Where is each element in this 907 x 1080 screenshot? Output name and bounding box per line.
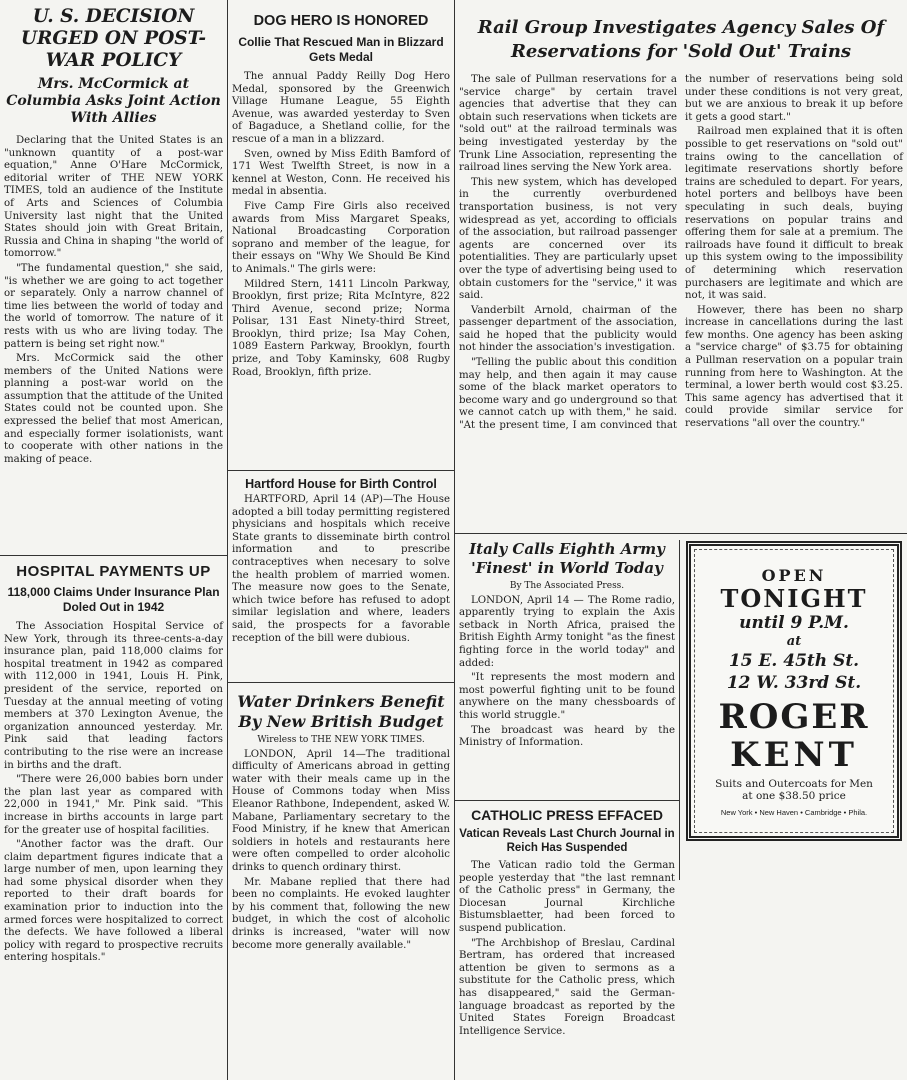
section-rule bbox=[228, 682, 454, 683]
paragraph: "The fundamental question," she said, "is whether we are going to act together or separately. Only a narrow channel of time lies between the world of today and the world of tomorrow. The nature of it rests with us who are living today. The pattern is being set right now." bbox=[4, 262, 223, 350]
ad-cities: New York • New Haven • Cambridge • Phila. bbox=[720, 808, 868, 817]
paragraph: Five Camp Fire Girls also received awards from Miss Margaret Speaks, National Broadcasting Corporation soprano and member of the league, for their essays on "Why We Should Be Kind to Animals." The girls were: bbox=[232, 200, 450, 275]
subheadline: 118,000 Claims Under Insurance Plan Doled Out in 1942 bbox=[7, 585, 220, 614]
section-rule bbox=[228, 470, 454, 471]
ad-address-1: 15 E. 45th St. bbox=[728, 651, 860, 671]
paragraph: The annual Paddy Reilly Dog Hero Medal, sponsored by the Greenwich Village Humane League, 55 Eighth Avenue, was awarded yesterday to Sven of Bagaduce, a Shetland collie, for the rescue of a man in a blizzard. bbox=[232, 71, 450, 145]
paragraph: "It represents the most modern and most powerful fighting unit to be found anywhere on the many chessboards of this world struggle." bbox=[459, 672, 675, 721]
paragraph: The broadcast was heard by the Ministry of Information. bbox=[459, 724, 675, 749]
paragraph: "There were 26,000 babies born under the plan last year as compared with 22,000 in 1941," Mr. Pink said. "This increase in births accounts in large part for the greater use of hospital facilities. bbox=[4, 774, 223, 836]
headline: HOSPITAL PAYMENTS UP bbox=[16, 563, 211, 580]
paragraph: LONDON, April 14 — The Rome radio, apparently trying to explain the Axis setback in North Africa, praised the British Eighth Army tonight "as the finest fighting force in the world today" and added: bbox=[459, 594, 675, 669]
paragraph: Sven, owned by Miss Edith Bamford of 171 West Twelfth Street, is now in a kennel at Weston, Conn. He received his medal in absentia. bbox=[232, 148, 450, 198]
paragraph: The Vatican radio told the German people yesterday that "the last remnant of the Catholic press" in Germany, the Diocesan Journal Kirchliche Bistumsblaetter, had been forced to suspend publication. bbox=[459, 860, 675, 934]
section-rule bbox=[0, 555, 227, 556]
article-rail-group bbox=[455, 14, 907, 532]
paragraph: The sale of Pullman reservations for a "service charge" by certain travel agencies that advertise that they can obtain such reservations when tickets are "sold out" at the railroad terminals was being investigated yesterday by the Trunk Line Association, representing the railroad lines serving the New York area. bbox=[459, 74, 677, 174]
byline: Wireless to THE NEW YORK TIMES. bbox=[257, 735, 425, 745]
article-hospital-payments bbox=[0, 560, 227, 1078]
headline: CATHOLIC PRESS EFFACED bbox=[471, 807, 663, 823]
ad-brand-roger: ROGER bbox=[718, 697, 870, 737]
article-post-war-policy bbox=[0, 4, 227, 554]
ad-address-2: 12 W. 33rd St. bbox=[726, 673, 862, 693]
byline: By The Associated Press. bbox=[509, 581, 625, 591]
paragraph: Vanderbilt Arnold, chairman of the passenger department of the association, said he hoped that the publicity would not hinder the association's investigation. bbox=[459, 304, 677, 354]
paragraph: Railroad men explained that it is often possible to get reservations on "sold out" trains owing to the cancellation of legitimate reservations shortly before trains are scheduled to depart. For years, hotel porters and bellboys have been speculating in such deals, buying reservations on popular trains and offering them for sale at a premium. The railroads have found it difficult to break up this system owing to the impossibility of determining which reservation purchasers are legitimate and which are not, it was said. bbox=[685, 126, 903, 302]
roger-kent-advertisement bbox=[686, 541, 902, 841]
body-columns bbox=[459, 74, 903, 433]
section-rule bbox=[455, 800, 679, 801]
paragraph: Declaring that the United States is an "unknown quantity of a post-war equation," Anne O'Hare McCormick, editorial writer of THE NEW YORK TIMES, told an audience of the Institute of Arts and Sciences of Columbia University last night that the United States should join with Great Britain, Russia and China in shaping "the world of tomorrow." bbox=[4, 135, 223, 260]
paragraph: The Association Hospital Service of New York, through its three-cents-a-day insurance plan, paid 118,000 claims for hospital treatment in 1942 as compared with 112,000 in 1941, Louis H. Pink, president of the service, reported on Tuesday at the annual meeting of voting members at 370 Lexington Avenue, the organization announced yesterday. Mr. Pink said that leading factors contributing to the rise were an increase in births and the draft. bbox=[4, 621, 223, 771]
paragraph: HARTFORD, April 14 (AP)—The House adopted a bill today permitting registered physicians and hospitals which receive State grants to disseminate birth control information and to prescribe contraceptives when necesary to solve the health problem of married women. The measure now goes to the Senate, which twice before has refused to adopt similar legislation and where, leaders said, the prospects for a favorable reception of the bill were dubious. bbox=[232, 494, 450, 644]
deck: Mrs. McCormick at Columbia Asks Joint Action With Allies bbox=[6, 76, 221, 126]
paragraph: Mildred Stern, 1411 Lincoln Parkway, Brooklyn, first prize; Rita McIntyre, 822 Third Avenue, second prize; Norma Polisar, 131 East Ninety-third Street, Brooklyn, third prize; Isa May Cohen, 1089 Eastern Parkway, Brooklyn, fourth prize, and Toby Kaminsky, 608 Rugby Road, Brooklyn, fifth prize. bbox=[232, 278, 450, 378]
article-water-drinkers bbox=[228, 690, 454, 1078]
subheadline: Vatican Reveals Last Church Journal in Reich Has Suspended bbox=[459, 828, 675, 854]
section-rule bbox=[455, 533, 907, 534]
paragraph: "Telling the public about this condition may help, and then again it may cause some of the black market operators to become wary and go underground so that we cannot catch up with them," he said. "At the present time, I am convinced that the number of reservations being sold under these conditions is not very great, but we are anxious to break it up before it gets a good start." bbox=[459, 74, 903, 432]
ad-price: at one $38.50 price bbox=[742, 790, 846, 802]
article-dog-hero bbox=[228, 10, 454, 470]
paragraph: LONDON, April 14—The traditional difficulty of Americans abroad in getting water with their meals came up in the House of Commons today when Miss Eleanor Rathbone, Independent, asked W. Mabane, Parliamentary secretary to the Food Ministry, if he knew that American soldiers in hotels and restaurants here were often compelled to order alcoholic drinks to quench ordinary thirst. bbox=[232, 748, 450, 873]
headline: DOG HERO IS HONORED bbox=[253, 13, 429, 29]
paragraph: "The Archbishop of Breslau, Cardinal Bertram, has ordered that increased attention be given to sermons as a substitute for the Catholic press, which has disappeared," said the German-language broadcast as reported by the United States Foreign Broadcast Intelligence Service. bbox=[459, 937, 675, 1037]
headline: Hartford House for Birth Control bbox=[245, 477, 437, 491]
paragraph: Mr. Mabane replied that there had been no complaints. He evoked laughter by his comment that, following the new budget, in which the cost of alcoholic drinks is increased, "water will now become more generally available." bbox=[232, 876, 450, 951]
headline: Water Drinkers Benefit By New British Budget bbox=[237, 692, 445, 731]
subheadline: Collie That Rescued Man in Blizzard Gets Medal bbox=[238, 35, 444, 64]
ad-hours: until 9 P.M. bbox=[739, 613, 849, 633]
headline: Rail Group Investigates Agency Sales Of Reservations for 'Sold Out' Trains bbox=[477, 17, 885, 62]
paragraph: Mrs. McCormick said the other members of the United Nations were planning a post-war world on the assumption that the attitude of the United States could not be counted upon. She expressed the belief that most American, and especially former isolationists, want to cooperate with other nations in the making of peace. bbox=[4, 353, 223, 465]
paragraph: However, there has been no sharp increase in cancellations during the last few months. One agency has been asking a "service charge" of $3.75 for obtaining a Pullman reservation on a popular train running from here to Washington. At the terminal, a lower berth would cost $3.25. This same agency has advertised that it could provide similar service for reservations "all over the country." bbox=[685, 304, 903, 430]
paragraph: This new system, which has developed in the currently overburdened transportation business, is not very widespread as yet, according to officials of the association, but railroad passenger agents are concerned over its potentialities. They are particularly upset over the type of advertising being used to obtain customers for the "service," it was said. bbox=[459, 176, 677, 302]
ad-brand-kent: KENT bbox=[730, 735, 858, 775]
article-hartford-birth-control bbox=[228, 474, 454, 682]
ad-tagline: Suits and Outercoats for Men bbox=[715, 778, 873, 790]
headline: U. S. DECISION URGED ON POST-WAR POLICY bbox=[20, 6, 207, 71]
article-catholic-press bbox=[455, 804, 679, 1078]
paragraph: "Another factor was the draft. Our claim department figures indicate that a large number of men, upon learning they had some physical disorder when they reported to their draft boards for examination prior to induction into the armed forces were hospitalized to correct the defects. We have followed a liberal policy with regard to prospective recruits entering hospitals." bbox=[4, 839, 223, 964]
ad-open: OPEN bbox=[761, 566, 827, 585]
ad-tonight: TONIGHT bbox=[720, 584, 868, 613]
article-eighth-army bbox=[455, 538, 679, 800]
ad-at: at bbox=[786, 634, 802, 649]
column-rule bbox=[679, 540, 680, 880]
headline: Italy Calls Eighth Army 'Finest' in World Today bbox=[469, 540, 665, 577]
